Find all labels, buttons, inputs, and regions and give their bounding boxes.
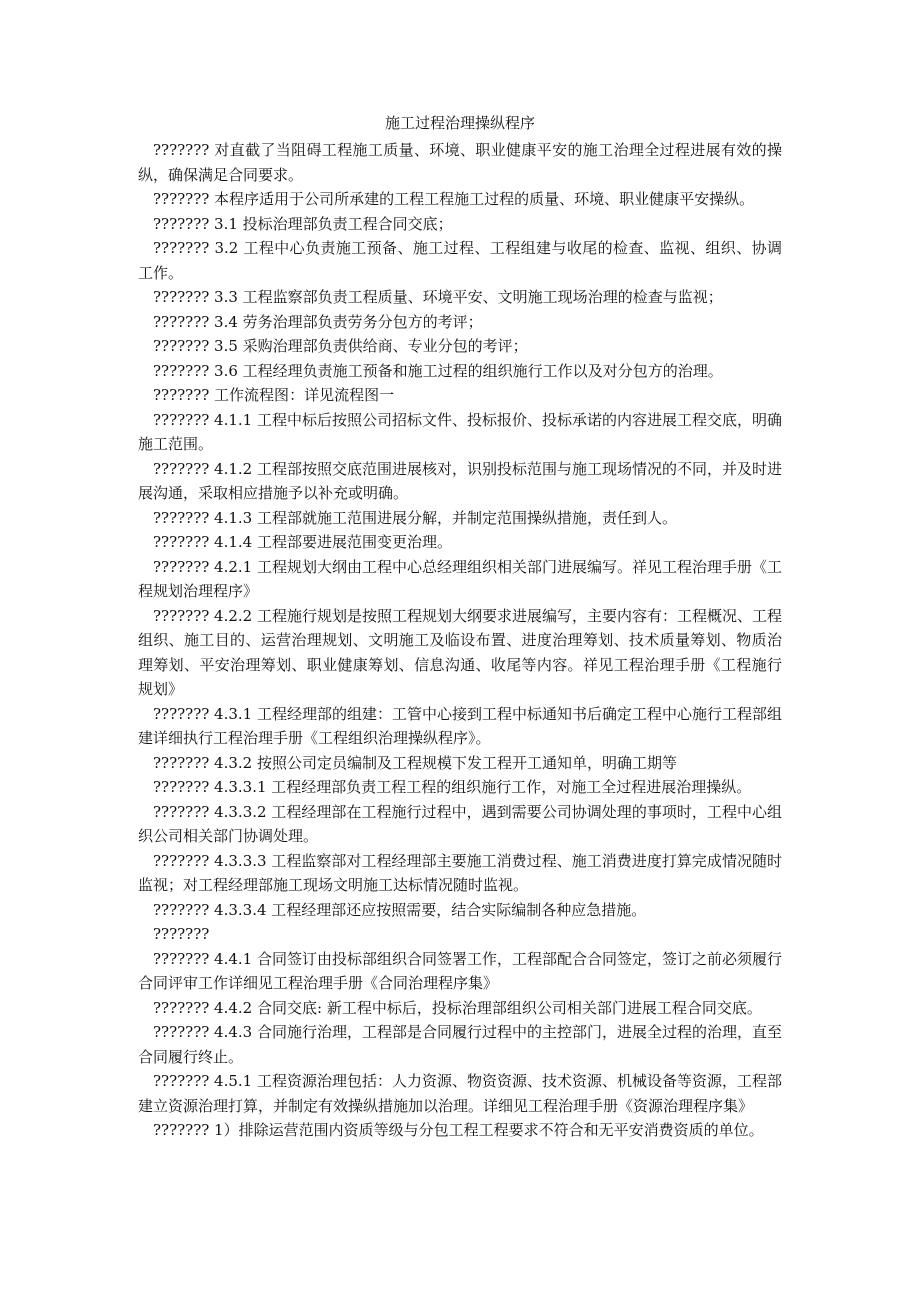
document-paragraph: ??????? 4.3.3.4 工程经理部还应按照需要，结合实际编制各种应急措施。: [153, 900, 647, 919]
document-paragraph: ??????? 本程序适用于公司所承建的工程工程施工过程的质量、环境、职业健康平安操纵。: [153, 190, 755, 208]
document-paragraph: ???????: [153, 925, 210, 943]
document-paragraph: ??????? 4.4.1 合同签订由投标部组织合同签署工作，工程部配合合同签定，签订之前必须履行合同评审工作详细见工程治理手册《合同治理程序集》: [138, 949, 783, 992]
document-paragraph: ??????? 3.3 工程监察部负责工程质量、环境平安、文明施工现场治理的检查与监视；: [153, 288, 723, 306]
document-paragraph: ??????? 4.3.3.1 工程经理部负责工程工程的组织施行工作，对施工全过程进展治理操纵。: [153, 778, 752, 796]
document-paragraph: ??????? 3.5 采购治理部负责供给商、专业分包的考评；: [153, 337, 528, 355]
document-paragraph: ??????? 4.4.2 合同交底: 新工程中标后，投标治理部组织公司相关部门进展工程合同交底。: [153, 998, 762, 1017]
document-paragraph: ??????? 4.1.3 工程部就施工范围进展分解，并制定范围操纵措施，责任到人。: [153, 508, 677, 527]
document-paragraph: ??????? 4.2.1 工程规划大纲由工程中心总经理组织相关部门进展编写。祥见工程治理手册《工程规划治理程序》: [138, 557, 783, 600]
document-paragraph: ??????? 4.3.2 按照公司定员编制及工程规模下发工程开工通知单，明确工期等: [153, 753, 677, 772]
document-paragraph: ??????? 4.1.2 工程部按照交底范围进展核对，识别投标范围与施工现场情况的不同，并及时进展沟通，采取相应措施予以补充或明确。: [138, 459, 783, 502]
document-paragraph: ??????? 4.5.1 工程资源治理包括：人力资源、物资资源、技术资源、机械设备等资源，工程部建立资源治理打算，并制定有效操纵措施加以治理。详细见工程治理手册《资源治理程序集》: [138, 1072, 783, 1115]
document-paragraph: ??????? 工作流程图：详见流程图一: [153, 386, 395, 404]
document-paragraph: ??????? 3.4 劳务治理部负责劳务分包方的考评；: [153, 312, 483, 331]
document-paragraph: ??????? 3.6 工程经理负责施工预备和施工过程的组织施行工作以及对分包方的治理。: [153, 361, 723, 380]
document-title: 施工过程治理操纵程序: [384, 114, 535, 132]
document-paragraph: ??????? 3.2 工程中心负责施工预备、施工过程、工程组建与收尾的检查、监视、组织、协调工作。: [138, 239, 782, 282]
document-paragraph: ??????? 1）排除运营范围内资质等级与分包工程工程要求不符合和无平安消费资质的单位。: [153, 1121, 764, 1139]
document-paragraph: ??????? 3.1 投标治理部负责工程合同交底；: [153, 214, 453, 233]
document-paragraph: ??????? 4.1.1 工程中标后按照公司招标文件、投标报价、投标承诺的内容进展工程交底，明确施工范围。: [138, 410, 783, 453]
document-paragraph: ??????? 4.3.1 工程经理部的组建：工管中心接到工程中标通知书后确定工程中心施行工程部组建详细执行工程治理手册《工程组织治理操纵程序》。: [138, 704, 783, 747]
document-paragraph: ??????? 4.3.3.2 工程经理部在工程施行过程中，遇到需要公司协调处理的事项时，工程中心组织公司相关部门协调处理。: [138, 802, 782, 845]
document-paragraph: ??????? 4.4.3 合同施行治理，工程部是合同履行过程中的主控部门，进展全过程的治理，直至合同履行终止。: [138, 1023, 783, 1066]
document-body: [138, 138, 782, 1143]
document-paragraph: ??????? 4.2.2 工程施行规划是按照工程规划大纲要求进展编写，主要内容有：工程概况、工程组织、施工目的、运营治理规划、文明施工及临设布置、进度治理筹划、技术质量筹划、物质治理筹划、平安治理筹划、职业健康筹划、信息沟通、收尾等内容。祥见工程治理手册《工程施行规划》: [138, 606, 783, 698]
document-paragraph: ??????? 4.3.3.3 工程监察部对工程经理部主要施工消费过程、施工消费进度打算完成情况随时监视；对工程经理部施工现场文明施工达标情况随时监视。: [138, 851, 782, 894]
document-paragraph: ??????? 4.1.4 工程部要进展范围变更治理。: [153, 533, 452, 551]
document-paragraph: ??????? 对直截了当阻碍工程施工质量、环境、职业健康平安的施工治理全过程进展有效的操纵，确保满足合同要求。: [138, 141, 782, 184]
